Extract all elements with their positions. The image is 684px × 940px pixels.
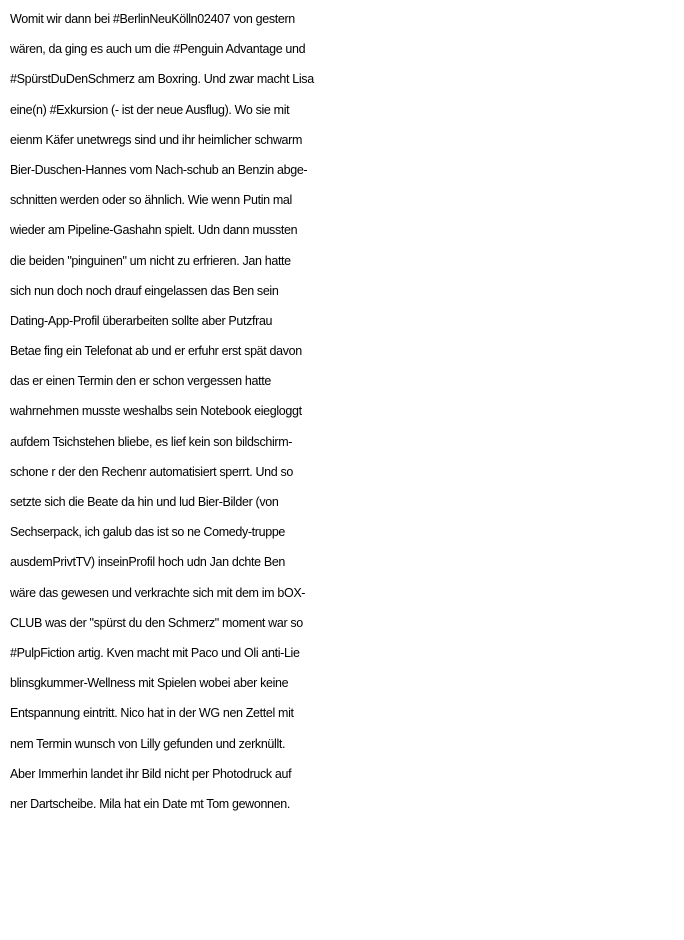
text-line-25: nem Termin wunsch von Lilly gefunden und zerknüllt.: [10, 736, 286, 751]
text-line-15: aufdem Tsichstehen bliebe, es lief kein son bildschirm-: [10, 434, 293, 449]
text-line-20: wäre das gewesen und verkrachte sich mit dem im bOX-: [10, 585, 306, 600]
text-line-11: Dating-App-Profil überarbeiten sollte aber Putzfrau: [10, 313, 273, 328]
text-line-19: ausdemPrivtTV) inseinProfil hoch udn Jan dchte Ben: [10, 555, 286, 570]
text-line-23: blinsgkummer-Wellness mit Spielen wobei aber keine: [10, 676, 289, 691]
text-line-1: Womit wir dann bei #BerlinNeuKölln02407 von gestern: [10, 12, 295, 26]
text-line-10: sich nun doch noch drauf eingelassen das Ben sein: [10, 283, 279, 298]
text-line-18: Sechserpack, ich galub das ist so ne Comedy-truppe: [10, 525, 286, 540]
text-line-2: wären, da ging es auch um die #Penguin Advantage und: [10, 42, 306, 57]
text-line-17: setzte sich die Beate da hin und lud Bier-Bilder (von: [10, 495, 279, 509]
text-line-6: Bier-Duschen-Hannes vom Nach-schub an Benzin abge-: [10, 162, 308, 177]
text-line-3: #SpürstDuDenSchmerz am Boxring. Und zwar macht Lisa: [10, 72, 314, 87]
text-line-21: CLUB was der "spürst du den Schmerz" moment war so: [10, 615, 303, 630]
text-line-14: wahrnehmen musste weshalbs sein Notebook eiegloggt: [10, 404, 302, 419]
text-line-26: Aber Immerhin landet ihr Bild nicht per Photodruck auf: [10, 766, 292, 781]
text-line-4: eine(n) #Exkursion (- ist der neue Ausflug). Wo sie mit: [10, 102, 290, 117]
text-line-7: schnitten werden oder so ähnlich. Wie wenn Putin mal: [10, 193, 292, 208]
text-line-5: eienm Käfer unetwregs sind und ihr heimlicher schwarm: [10, 132, 303, 147]
text-line-9: die beiden "pinguinen" um nicht zu erfrieren. Jan hatte: [10, 253, 291, 268]
text-line-13: das er einen Termin den er schon vergessen hatte: [10, 374, 271, 389]
text-line-8: wieder am Pipeline-Gashahn spielt. Udn dann mussten: [10, 223, 298, 238]
text-line-22: #PulpFiction artig. Kven macht mit Paco und Oli anti-Lie: [10, 645, 300, 660]
text-line-24: Entspannung eintritt. Nico hat in der WG nen Zettel mit: [10, 706, 294, 721]
text-line-16: schone r der den Rechenr automatisiert sperrt. Und so: [10, 464, 293, 479]
text-line-12: Betae fing ein Telefonat ab und er erfuhr erst spät davon: [10, 344, 302, 359]
text-line-27: ner Dartscheibe. Mila hat ein Date mt Tom gewonnen.: [10, 796, 290, 811]
body-text: [10, 4, 680, 819]
